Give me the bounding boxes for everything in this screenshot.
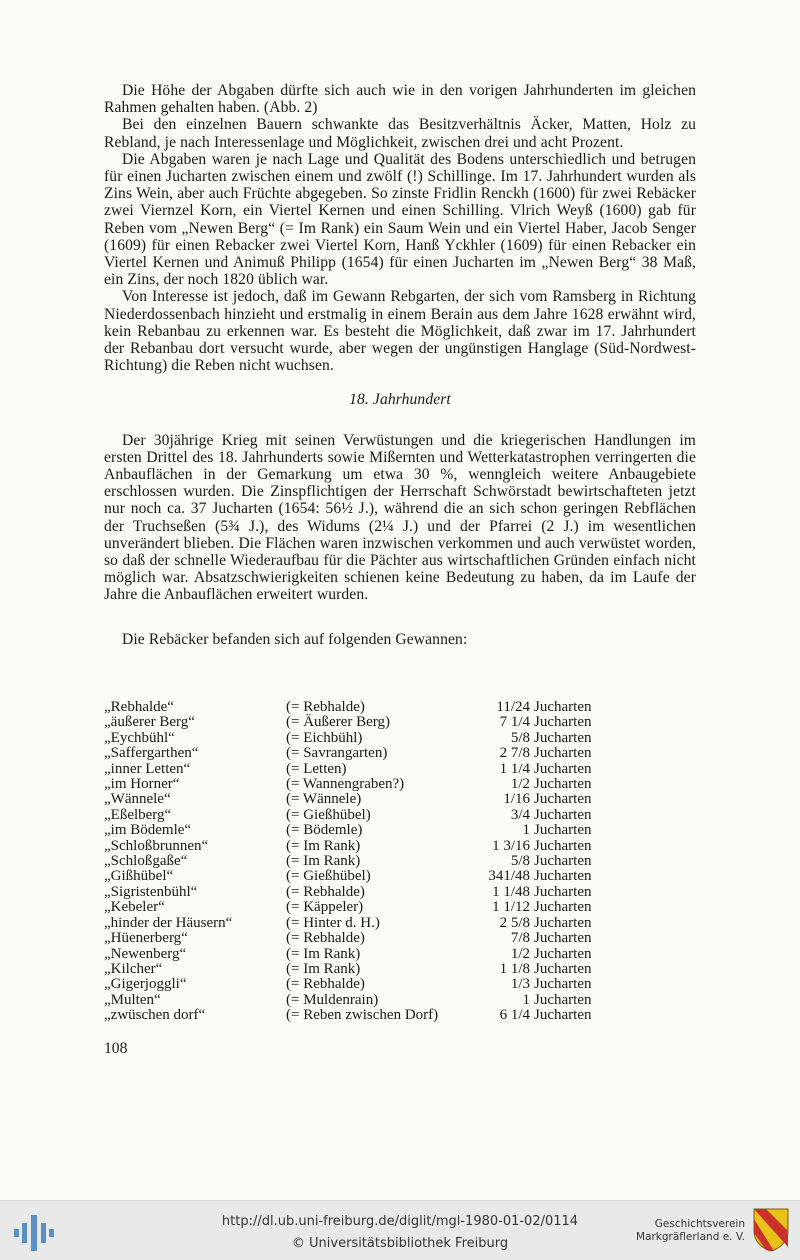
modern-name: (= Letten) [286,760,347,777]
area-size: 7 1/4 [499,714,530,731]
area-size: 1 1/4 [499,760,530,777]
gewann-name: „Eychbühl“ [104,729,175,746]
area-unit: Jucharten [534,822,592,839]
area-unit: Jucharten [534,991,592,1008]
modern-name: (= Rebhalde) [286,930,365,947]
gewann-row [104,808,604,823]
area-unit: Jucharten [534,837,592,854]
gewann-name: „zwüschen dorf“ [104,1007,206,1024]
paragraph-1: Die Höhe der Abgaben dürfte sich auch wie in den vorigen Jahrhunderten im gleichen Rahmen gehalten haben. (Abb. 2) [104,82,696,117]
area-unit: Jucharten [534,868,592,885]
copyright-notice: © Universitätsbibliothek Freiburg [291,1236,509,1251]
society-line-1: Geschichtsverein [654,1218,745,1230]
area-unit: Jucharten [534,699,592,715]
paragraph-3: Die Abgaben waren je nach Lage und Qualität des Bodens unterschiedlich und betrugen für einen Jucharten zwischen einem und zwölf (!) Schillinge. Im 17. Jahrhundert wurden als Zins Wein, aber auch Früchte abgegeben. So zinste Fridlin Renckh (1600) für zwei Rebäcker zwei Viernzel Korn, ein Viertel Kernen und einen Schilling. Vlrich Weyß (1600) gab für Reben vom „Newen Berg“ (= Im Rank) ein Saum Wein und ein Viertel Haber, Jacob Senger (1609) für einen Rebacker zwei Viertel Korn, Hanß Yckhler (1609) für einen Rebacker ein Viertel Kernen und Animuß Philipp (1654) für einen Jucharten im „Newen Berg“ 38 Maß, ein Zins, der noch 1820 üblich war. [104,150,696,289]
gewann-row [104,731,604,746]
gewann-name: „Rebhalde“ [104,699,174,715]
area-size: 1 1/12 [492,899,530,916]
gewanne-table [104,700,604,1024]
gewann-row [104,931,604,946]
modern-name: (= Im Rank) [286,837,361,854]
modern-name: (= Wännele) [286,791,362,808]
modern-name: (= Im Rank) [286,960,361,977]
area-unit: Jucharten [534,729,592,746]
gewann-row [104,839,604,854]
area-unit: Jucharten [534,806,592,823]
area-unit: Jucharten [534,930,592,947]
paragraph-4: Von Interesse ist jedoch, daß im Gewann Rebgarten, der sich vom Ramsberg in Richtung Niederdossenbach hinzieht und erstmalig in einem Berain aus dem Jahre 1628 erwähnt wird, kein Rebanbau zu erkennen war. Es besteht die Möglichkeit, daß zwar im 17. Jahrhundert der Rebanbau dort versucht wurde, aber wegen der ungünstigen Hanglage (Süd-Nordwest-Richtung) die Reben nicht wuchsen. [104,288,696,375]
modern-name: (= Bödemle) [286,822,363,839]
gewann-name: „Sigristenbühl“ [104,883,198,900]
gewann-row [104,854,604,869]
gewann-row [104,777,604,792]
area-unit: Jucharten [534,745,592,762]
gewann-row [104,962,604,977]
modern-name: (= Muldenrain) [286,991,379,1008]
area-unit: Jucharten [534,1007,592,1024]
modern-name: (= Savrangarten) [286,745,388,762]
modern-name: (= Im Rank) [286,945,361,962]
modern-name: (= Hinter d. H.) [286,914,380,931]
area-unit: Jucharten [534,945,592,962]
society-line-2: Markgräflerland e. V. [635,1231,745,1243]
area-size: 11/24 [496,699,530,715]
gewann-row [104,916,604,931]
modern-name: (= Rebhalde) [286,883,365,900]
gewann-name: „Schloßgaße“ [104,853,188,870]
modern-name: (= Rebhalde) [286,976,365,993]
gewann-name: „Multen“ [104,991,161,1008]
gewann-name: „Gißhübel“ [104,868,174,885]
paragraph-18th-century: Der 30jährige Krieg mit seinen Verwüstungen und die kriegerischen Handlungen im ersten Drittel des 18. Jahrhunderts sowie Mißernten und Wetterkatastrophen verringerten die Anbauflächen in der Gemarkung um etwa 30 %, wenngleich weitere Anbaugebiete erschlossen wurden. Die Zinspflichtigen der Herrschaft Schwörstadt bewirtschafteten jetzt nur noch ca. 37 Jucharten (1654: 56½ J.), während die an sich schon geringen Rebflächen der Truchseßen (5¾ J.), des Widums (2¼ J.) und der Pfarrei (2 J.) im wesentlichen unverändert blieben. Die Flächen waren inzwischen verkommen und auch verwüstet worden, so daß der schnelle Wiederaufbau für die Pächter aus wirtschaftlichen Gründen einfach nicht möglich war. Absatzschwierigkeiten schienen keine Bedeutung zu haben, da im Laufe der Jahre die Anbauflächen erweitert wurden. [104,431,696,604]
gewann-row [104,1008,604,1023]
modern-name: (= Reben zwischen Dorf) [286,1007,439,1024]
area-size: 1/2 [510,776,530,793]
gewann-name: „Newenberg“ [104,945,187,962]
modern-name: (= Käppeler) [286,899,364,916]
area-size: 1/16 [503,791,530,808]
body-text [104,82,696,648]
gewann-row [104,900,604,915]
area-size: 1 [522,991,530,1008]
permalink-url[interactable]: http://dl.ub.uni-freiburg.de/diglit/mgl-1980-01-02/0114 [221,1214,579,1229]
modern-name: (= Gießhübel) [286,868,371,885]
paragraph-2: Bei den einzelnen Bauern schwankte das Besitzverhältnis Äcker, Matten, Holz zu Rebland, je nach Interessenlage und Möglichkeit, zwischen drei und acht Prozent. [104,116,696,151]
coat-of-arms-icon[interactable] [752,1207,790,1253]
viewer-footer [0,1200,800,1260]
modern-name: (= Wannengraben?) [286,776,405,793]
gewann-name: „Kebeler“ [104,899,165,916]
area-size: 7/8 [510,930,530,947]
area-unit: Jucharten [534,883,592,900]
area-size: 3/4 [510,806,530,823]
area-size: 1/2 [510,945,530,962]
area-size: 2 7/8 [499,745,530,762]
page-number: 108 [104,1040,128,1057]
list-intro: Die Rebäcker befanden sich auf folgenden Gewannen: [122,630,468,648]
area-unit: Jucharten [534,714,592,731]
gewann-name: „hinder der Häusern“ [104,914,233,931]
society-name[interactable] [617,1218,745,1244]
gewann-row [104,746,604,761]
gewann-row [104,947,604,962]
area-size: 5/8 [510,729,530,746]
modern-name: (= Rebhalde) [286,699,365,715]
gewann-name: „Hüenerberg“ [104,930,188,947]
gewann-row [104,869,604,884]
gewann-name: „inner Letten“ [104,760,191,777]
modern-name: (= Eichbühl) [286,729,363,746]
area-unit: Jucharten [534,976,592,993]
area-unit: Jucharten [534,760,592,777]
gewann-name: „im Horner“ [104,776,180,793]
area-size: 1 [522,822,530,839]
modern-name: (= Im Rank) [286,853,361,870]
modern-name: (= Gießhübel) [286,806,371,823]
area-size: 5/8 [510,853,530,870]
modern-name: (= Äußerer Berg) [286,714,390,731]
area-unit: Jucharten [534,960,592,977]
gewann-row [104,993,604,1008]
area-unit: Jucharten [534,791,592,808]
area-size: 1 1/8 [499,960,530,977]
area-size: 6 1/4 [499,1007,530,1024]
gewann-row [104,885,604,900]
gewann-name: „Eßelberg“ [104,806,172,823]
gewann-name: „Saffergarthen“ [104,745,199,762]
gewann-row [104,715,604,730]
area-unit: Jucharten [534,776,592,793]
area-size: 2 5/8 [499,914,530,931]
gewann-name: „Kilcher“ [104,960,163,977]
gewann-row [104,762,604,777]
gewann-row [104,792,604,807]
area-size: 1 1/48 [492,883,530,900]
gewann-name: „Gigerjoggli“ [104,976,187,993]
gewann-name: „Schloßbrunnen“ [104,837,209,854]
section-heading: 18. Jahrhundert [349,391,451,409]
area-unit: Jucharten [534,914,592,931]
area-size: 1/3 [510,976,530,993]
area-size: 1 3/16 [492,837,530,854]
gewann-row [104,977,604,992]
area-unit: Jucharten [534,899,592,916]
area-size: 341/48 [488,868,530,885]
gewann-name: „im Bödemle“ [104,822,192,839]
gewann-name: „Wännele“ [104,791,171,808]
gewann-name: „äußerer Berg“ [104,714,195,731]
gewann-row [104,823,604,838]
area-unit: Jucharten [534,853,592,870]
